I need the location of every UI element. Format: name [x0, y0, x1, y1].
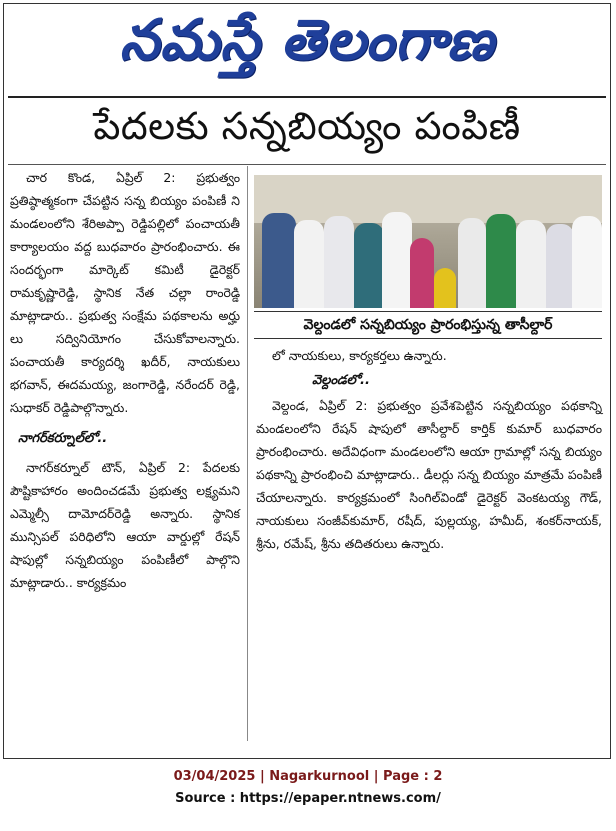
photo-person	[354, 223, 384, 308]
photo-background-wall	[254, 175, 602, 223]
photo-person	[486, 214, 516, 308]
left-column	[10, 166, 240, 594]
continuation-text: లో నాయకులు, కార్యకర్తలు ఉన్నారు.	[272, 348, 447, 363]
subhead-nagarkurnool: నాగర్‌కర్నూల్‌లో..	[18, 431, 108, 446]
paragraph-veldanda: వెల్దండ, ఏప్రిల్ 2: ప్రభుత్వం ప్రవేశపెట్టిన సన్నబియ్యం పథకాన్ని మండలంలోని రేషన్ షాపులో తాసీల్దార్ కార్తిక్ కుమార్ బుధవారం ప్రారంభించారు. అదేవిధంగా మండలంలోని ఆయా గ్రామాల్లో సన్న బియ్యం పథకాన్ని ప్రారంభించి మాట్లాడారు.. డీలర్లు సన్న బియ్యం మాత్రమే పంపిణీ చేయాలన్నారు. కార్యక్రమంలో సింగిల్‌విండో డైరెక్టర్ వెంకటయ్య గౌడ్, నాయకులు సంజీవ్‌కుమార్, రషీద్, పుల్లయ్య, హమీద్, శంకర్‌నాయక్, శ్రీను, రమేష్, శ్రీను తదితరులు ఉన్నారు.	[256, 398, 602, 551]
photo-person	[410, 238, 434, 308]
photo-person	[516, 220, 546, 308]
masthead	[4, 4, 610, 94]
photo-person	[572, 216, 602, 308]
right-column	[256, 344, 602, 555]
article-headline: పేదలకు సన్నబియ్యం పంపిణీ	[93, 104, 521, 148]
news-photo	[254, 175, 602, 308]
photo-person	[546, 224, 574, 308]
photo-person	[294, 220, 324, 308]
subhead-veldanda: వెల్దండలో..	[312, 373, 370, 388]
footer-date-edition: 03/04/2025 | Nagarkurnool | Page : 2	[173, 769, 443, 784]
photo-rice-bag	[434, 268, 456, 308]
photo-person	[382, 212, 412, 308]
masthead-title: నమస్తే తెలంగాణ	[119, 8, 495, 73]
footer	[0, 766, 616, 810]
footer-source: Source : https://epaper.ntnews.com/	[175, 791, 441, 806]
photo-person	[458, 218, 486, 308]
paragraph-charakonda: చార కొండ, ఏప్రిల్ 2: ప్రభుత్వం ప్రతిష్ఠాత్మకంగా చేపట్టిన సన్న బియ్యం పంపిణీ ని మండలంలోని శేరిఅప్పా రెడ్డిపల్లిలో పంచాయతీ కార్యాలయం వద్ద బుధవారం ప్రారంభించారు. ఈ సందర్భంగా మార్కెట్ కమిటీ డైరెక్టర్ రామకృష్ణారెడ్డి, స్థానిక నేత చల్లా రాంరెడ్డి మాట్లాడారు.. ప్రభుత్వ సంక్షేమ పథకాలను అర్హు లు సద్వినియోగం చేసుకోవాలన్నారు. పంచాయతీ కార్యదర్శి ఖదీర్, నాయకులు భగవాన్, ఈదమయ్య, జంగారెడ్డి, నరేందర్ రెడ్డి, సుధాకర్ రెడ్డిపాల్గొన్నారు.	[10, 170, 240, 415]
paragraph-nagarkurnool: నాగర్‌కర్నూల్ టౌన్, ఏప్రిల్ 2: పేదలకు పౌష్టికాహారం అందించడమే ప్రభుత్వ లక్ష్యమని ఎమ్మెల్సీ దామోదర్‌రెడ్డి అన్నారు. స్థానిక మున్సిపల్ పరిధిలోని ఆయా వార్డుల్లో రేషన్ షాపుల్లో సన్నబియ్యం పంపిణీలో పాల్గొని మాట్లాడారు.. కార్యక్రమం	[10, 460, 240, 590]
photo-person	[262, 213, 296, 308]
headline-divider	[8, 164, 606, 165]
photo-person	[324, 216, 354, 308]
masthead-divider	[8, 96, 606, 98]
column-divider	[247, 166, 248, 741]
photo-caption: వెల్దండలో సన్నబియ్యం ప్రారంభిస్తున్న తాసీల్దార్	[254, 311, 602, 339]
